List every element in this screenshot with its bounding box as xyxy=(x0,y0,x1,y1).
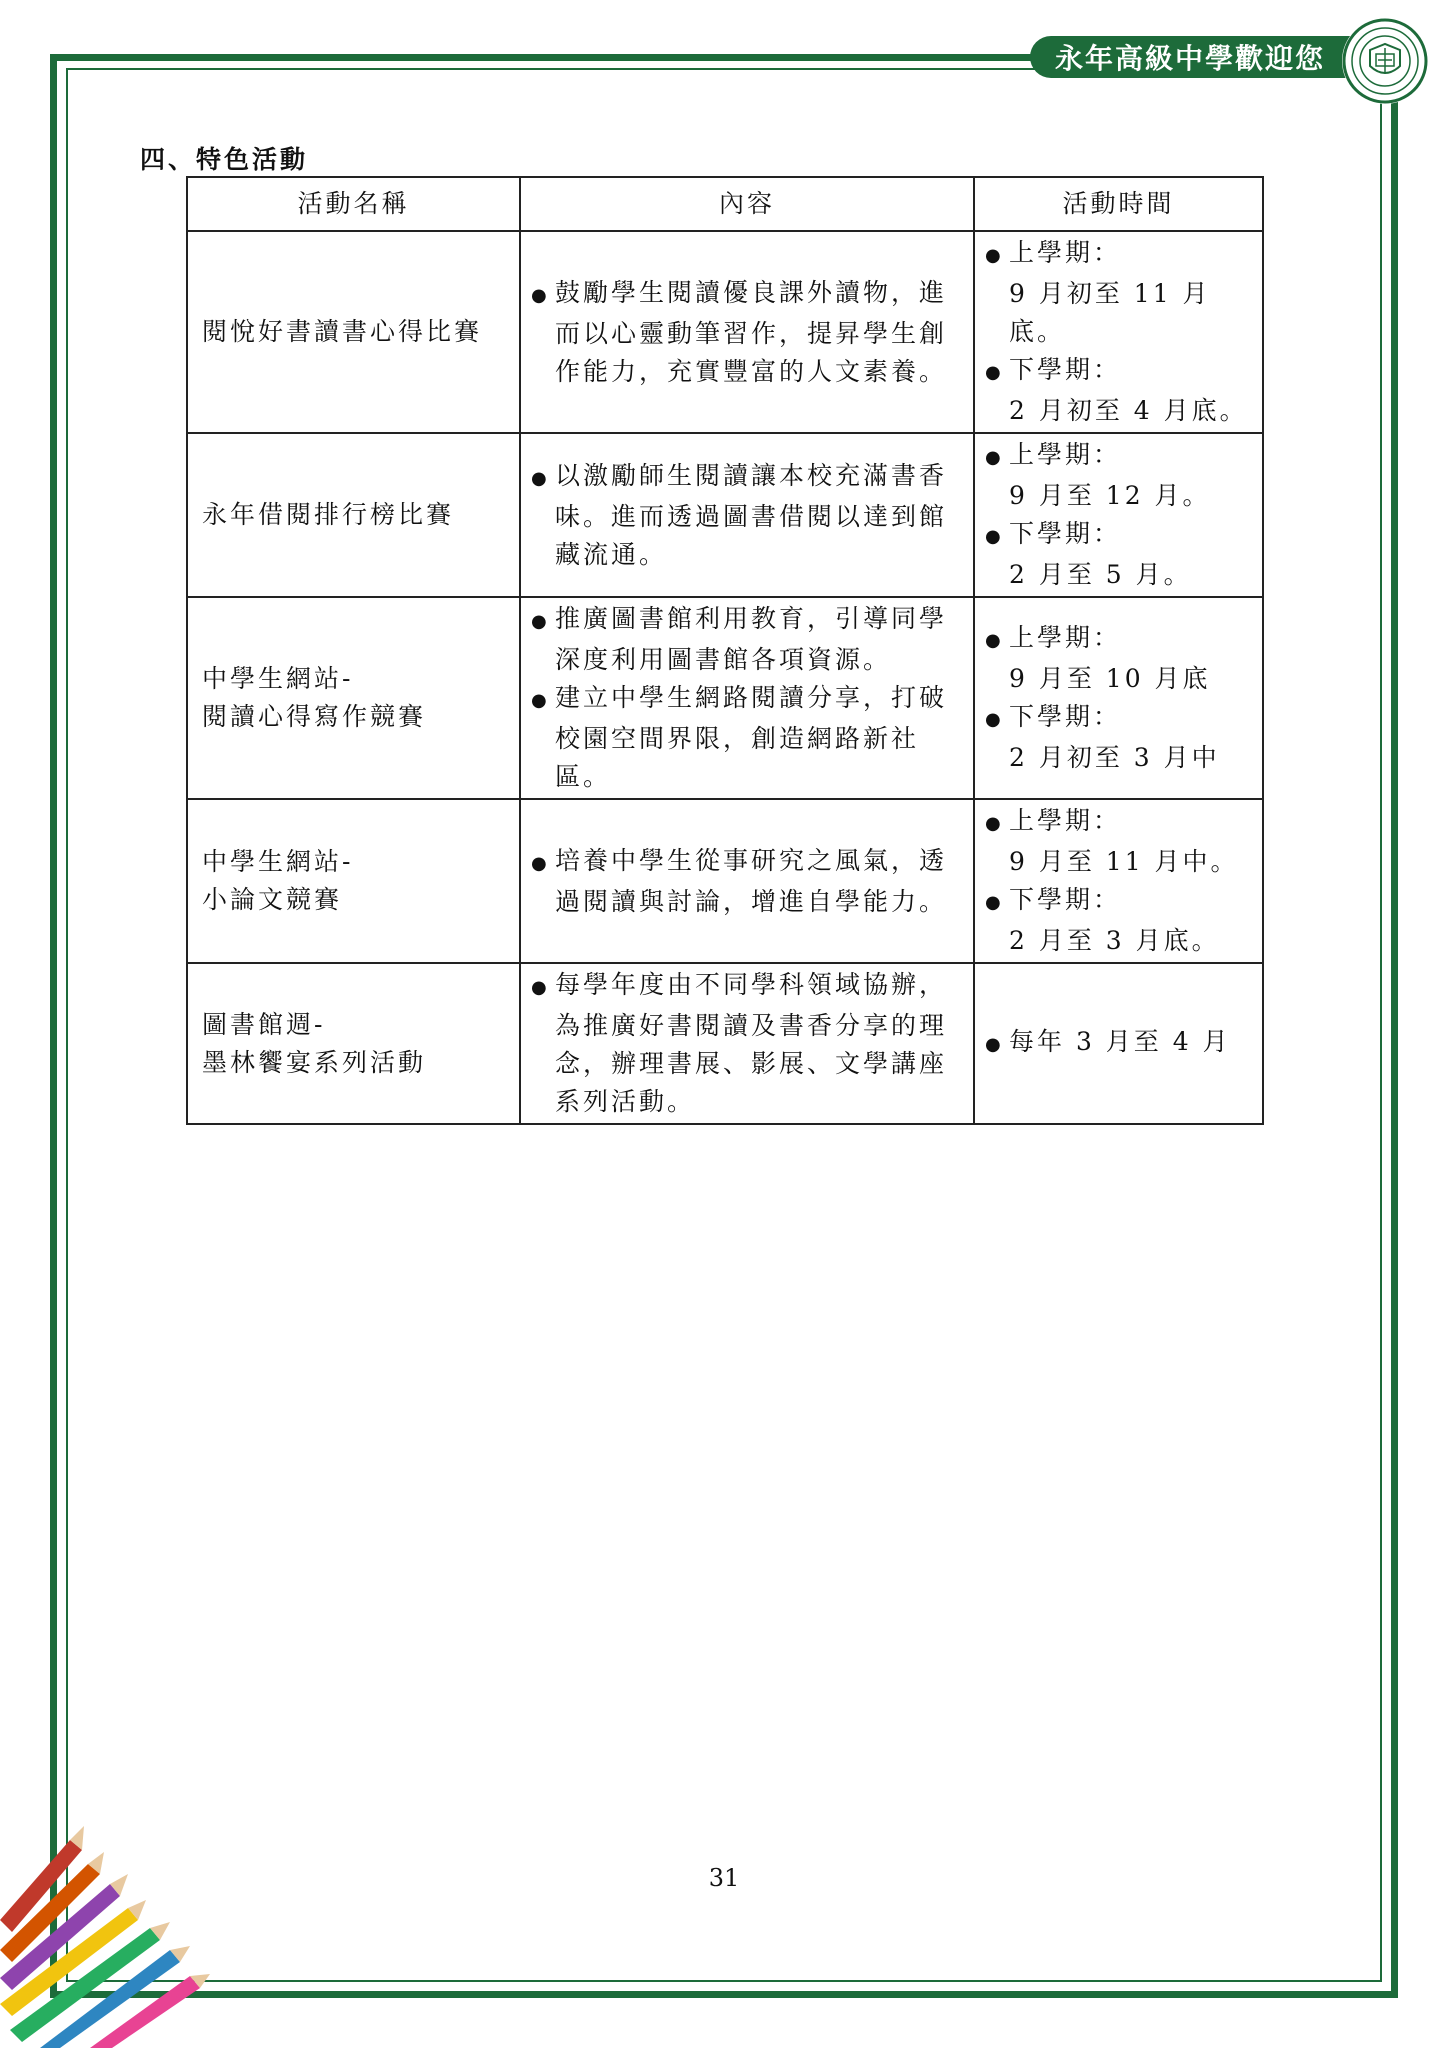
content-bullet: ● 以激勵師生閱讀讓本校充滿書香味。進而透過圖書借閱以達到館藏流通。 xyxy=(531,457,959,574)
table-row xyxy=(187,231,1263,433)
content-bullet: ● 推廣圖書館利用教育，引導同學深度利用圖書館各項資源。 xyxy=(531,600,959,679)
activity-time-cell xyxy=(974,963,1263,1124)
activity-name-line: 中學生網站- xyxy=(202,847,354,876)
school-welcome-banner xyxy=(1030,36,1350,78)
activity-name-line: 閱讀心得寫作競賽 xyxy=(202,702,427,731)
table-header-row xyxy=(187,177,1263,231)
time-range: 9 月至 11 月中。 xyxy=(1009,847,1239,876)
table-row xyxy=(187,597,1263,799)
activity-name-cell xyxy=(187,597,520,799)
activity-name-line: 墨林饗宴系列活動 xyxy=(202,1047,427,1077)
activity-time-cell xyxy=(974,597,1263,799)
school-seal-icon xyxy=(1342,18,1428,104)
activities-table xyxy=(186,176,1264,1125)
header-content: 內容 xyxy=(520,177,974,231)
page-number: 31 xyxy=(708,1864,740,1892)
time-range: 9 月至 12 月。 xyxy=(1009,481,1211,510)
content-bullet: ● 培養中學生從事研究之風氣，透過閱讀與討論，增進自學能力。 xyxy=(531,842,959,921)
banner-text: 永年高級中學歡迎您 xyxy=(1054,42,1325,75)
table-row xyxy=(187,433,1263,597)
activity-name-line: 小論文競賽 xyxy=(202,885,343,914)
activity-name-cell xyxy=(187,433,520,597)
activity-name-cell xyxy=(187,963,520,1124)
time-term-label: ● 下學期： xyxy=(1009,355,1121,384)
time-range: 2 月至 3 月底。 xyxy=(1009,926,1220,955)
activity-time-cell xyxy=(974,799,1263,963)
colored-pencils-icon xyxy=(0,1800,220,2052)
header-activity-name: 活動名稱 xyxy=(187,177,520,231)
table-row xyxy=(187,799,1263,963)
time-term-label: ● 上學期： xyxy=(1009,623,1121,652)
activity-name-line: 閱悅好書讀書心得比賽 xyxy=(202,317,483,346)
time-term-label: ● 上學期： xyxy=(1009,238,1121,267)
time-range: 2 月初至 3 月中 xyxy=(1009,743,1220,772)
time-term-label: ● 下學期： xyxy=(1009,702,1121,731)
time-term-label: ● 下學期： xyxy=(1009,519,1121,548)
activity-content-cell xyxy=(520,433,974,597)
time-range: 2 月初至 4 月底。 xyxy=(1009,396,1248,425)
content-bullet: ● 鼓勵學生閱讀優良課外讀物，進而以心靈動筆習作，提昇學生創作能力，充實豐富的人文素養。 xyxy=(531,274,959,391)
time-term-label: ● 下學期： xyxy=(1009,885,1121,914)
activity-name-line: 永年借閱排行榜比賽 xyxy=(202,500,455,529)
activity-content-cell xyxy=(520,963,974,1124)
header-activity-time: 活動時間 xyxy=(974,177,1263,231)
time-range: 9 月至 10 月底 xyxy=(1009,664,1211,693)
activity-name-line: 圖書館週- xyxy=(202,1009,326,1039)
activity-content-cell xyxy=(520,231,974,433)
content-bullet: ● 每學年度由不同學科領域協辦，為推廣好書閱讀及書香分享的理念，辦理書展、影展、文學講座系列活動。 xyxy=(531,966,959,1121)
content-bullet: ● 建立中學生網路閱讀分享，打破校園空間界限，創造網路新社區。 xyxy=(531,679,959,796)
activity-name-cell xyxy=(187,799,520,963)
activity-time-cell xyxy=(974,433,1263,597)
table-row xyxy=(187,963,1263,1124)
activity-content-cell xyxy=(520,799,974,963)
activity-content-cell xyxy=(520,597,974,799)
activity-name-cell xyxy=(187,231,520,433)
time-term-label: ● 上學期： xyxy=(1009,806,1121,835)
time-range: 9 月初至 11 月底。 xyxy=(1009,279,1211,346)
section-title: 四、特色活動 xyxy=(140,145,309,174)
activity-time-cell xyxy=(974,231,1263,433)
time-term-label: ● 每年 3 月至 4 月 xyxy=(1009,1027,1231,1056)
time-term-label: ● 上學期： xyxy=(1009,440,1121,469)
time-range: 2 月至 5 月。 xyxy=(1009,560,1192,589)
activity-name-line: 中學生網站- xyxy=(202,664,354,693)
